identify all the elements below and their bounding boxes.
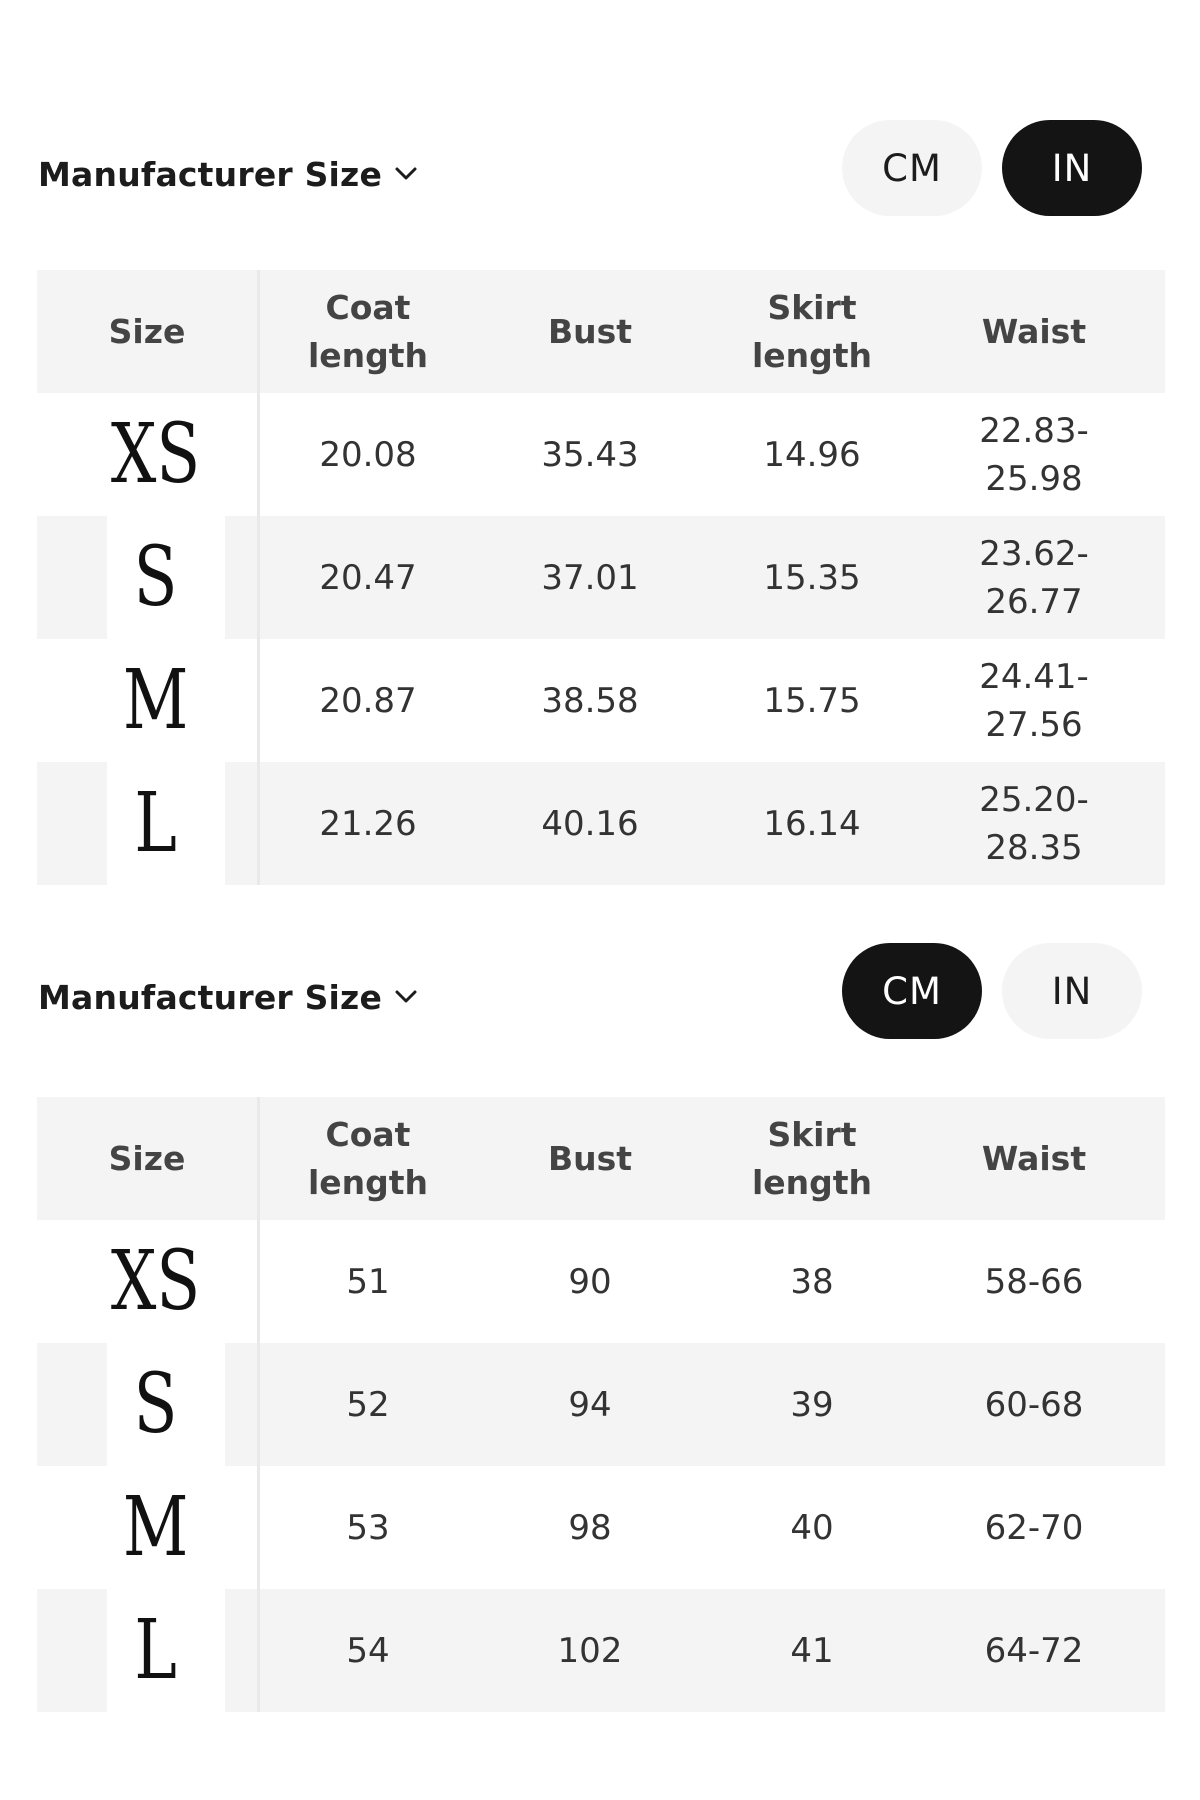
skirt-length-value: 39 bbox=[790, 1384, 834, 1425]
skirt-length-value: 15.35 bbox=[763, 557, 861, 598]
unit-cm-button[interactable]: CM bbox=[842, 120, 982, 216]
size-label: M bbox=[122, 653, 189, 748]
waist-value: 64-72 bbox=[984, 1630, 1084, 1671]
coat-length-value: 52 bbox=[346, 1384, 390, 1425]
coat-length-value: 51 bbox=[346, 1261, 390, 1302]
header-bust: Bust bbox=[547, 1138, 633, 1178]
size-label: S bbox=[133, 530, 178, 625]
header-skirt-length: Skirt length bbox=[751, 287, 873, 375]
header-coat-length: Coat length bbox=[307, 287, 429, 375]
section-header bbox=[0, 943, 1200, 1053]
manufacturer-size-dropdown[interactable] bbox=[38, 154, 418, 194]
waist-value: 62-70 bbox=[984, 1507, 1084, 1548]
header-size: Size bbox=[108, 311, 186, 351]
waist-value: 24.41- 27.56 bbox=[979, 656, 1089, 745]
manufacturer-size-dropdown[interactable] bbox=[38, 977, 418, 1017]
table-header-row bbox=[37, 270, 1165, 393]
dropdown-label: Manufacturer Size bbox=[38, 977, 383, 1017]
table-row bbox=[37, 1343, 1165, 1466]
size-label: S bbox=[133, 1357, 178, 1452]
bust-value: 94 bbox=[568, 1384, 612, 1425]
skirt-length-value: 41 bbox=[790, 1630, 834, 1671]
table-row bbox=[37, 639, 1165, 762]
coat-length-value: 54 bbox=[346, 1630, 390, 1671]
bust-value: 90 bbox=[568, 1261, 612, 1302]
size-label: L bbox=[134, 776, 177, 871]
waist-value: 25.20- 28.35 bbox=[979, 779, 1089, 868]
bust-value: 102 bbox=[557, 1630, 623, 1671]
skirt-length-value: 15.75 bbox=[763, 680, 861, 721]
size-table bbox=[37, 270, 1165, 885]
bust-value: 98 bbox=[568, 1507, 612, 1548]
chevron-down-icon bbox=[394, 166, 418, 182]
bust-value: 35.43 bbox=[541, 434, 639, 475]
header-waist: Waist bbox=[981, 1138, 1087, 1178]
unit-toggle bbox=[842, 120, 1142, 216]
coat-length-value: 20.08 bbox=[319, 434, 417, 475]
table-row bbox=[37, 516, 1165, 639]
waist-value: 22.83- 25.98 bbox=[979, 410, 1089, 499]
skirt-length-value: 38 bbox=[790, 1261, 834, 1302]
size-label: XS bbox=[110, 407, 201, 502]
waist-value: 60-68 bbox=[984, 1384, 1084, 1425]
waist-value: 23.62- 26.77 bbox=[979, 533, 1089, 622]
bust-value: 37.01 bbox=[541, 557, 639, 598]
unit-in-button[interactable]: IN bbox=[1002, 120, 1142, 216]
header-waist: Waist bbox=[981, 311, 1087, 351]
skirt-length-value: 14.96 bbox=[763, 434, 861, 475]
coat-length-value: 53 bbox=[346, 1507, 390, 1548]
coat-length-value: 20.47 bbox=[319, 557, 417, 598]
header-coat-length: Coat length bbox=[307, 1114, 429, 1202]
dropdown-label: Manufacturer Size bbox=[38, 154, 383, 194]
header-size: Size bbox=[108, 1138, 186, 1178]
table-row bbox=[37, 1589, 1165, 1712]
unit-in-button[interactable]: IN bbox=[1002, 943, 1142, 1039]
unit-cm-button[interactable]: CM bbox=[842, 943, 982, 1039]
size-label: M bbox=[122, 1480, 189, 1575]
unit-toggle bbox=[842, 943, 1142, 1039]
bust-value: 38.58 bbox=[541, 680, 639, 721]
column-divider bbox=[257, 1097, 260, 1712]
header-skirt-length: Skirt length bbox=[751, 1114, 873, 1202]
coat-length-value: 20.87 bbox=[319, 680, 417, 721]
table-row bbox=[37, 762, 1165, 885]
table-row bbox=[37, 1220, 1165, 1343]
section-header bbox=[0, 120, 1200, 230]
column-divider bbox=[257, 270, 260, 885]
size-label: XS bbox=[110, 1234, 201, 1329]
table-row bbox=[37, 393, 1165, 516]
bust-value: 40.16 bbox=[541, 803, 639, 844]
waist-value: 58-66 bbox=[984, 1261, 1084, 1302]
skirt-length-value: 16.14 bbox=[763, 803, 861, 844]
skirt-length-value: 40 bbox=[790, 1507, 834, 1548]
size-table bbox=[37, 1097, 1165, 1712]
chevron-down-icon bbox=[394, 989, 418, 1005]
table-row bbox=[37, 1466, 1165, 1589]
size-label: L bbox=[134, 1603, 177, 1698]
header-bust: Bust bbox=[547, 311, 633, 351]
table-header-row bbox=[37, 1097, 1165, 1220]
coat-length-value: 21.26 bbox=[319, 803, 417, 844]
